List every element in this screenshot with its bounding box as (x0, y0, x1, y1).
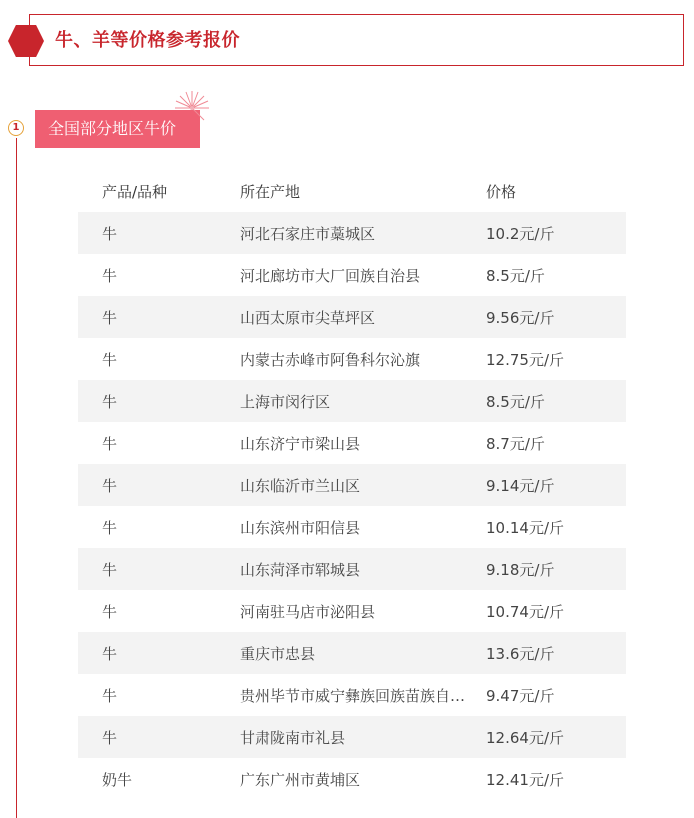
cell-location: 山西太原市尖草坪区 (240, 308, 376, 327)
cell-product: 牛 (102, 392, 118, 411)
cell-location: 山东济宁市梁山县 (240, 434, 361, 453)
table-row (78, 296, 626, 338)
cell-product: 牛 (102, 308, 118, 327)
cell-location: 上海市闵行区 (240, 392, 331, 411)
table-header (78, 170, 626, 212)
cell-product: 牛 (102, 602, 118, 621)
cell-product: 牛 (102, 266, 118, 285)
table-row (78, 422, 626, 464)
cell-price: 13.6元/斤 (486, 644, 555, 663)
cell-location: 贵州毕节市威宁彝族回族苗族自… (240, 686, 466, 705)
cell-price: 10.74元/斤 (486, 602, 564, 621)
table-row (78, 464, 626, 506)
cell-price: 10.2元/斤 (486, 224, 555, 243)
table-row (78, 716, 626, 758)
cell-location: 河南驻马店市泌阳县 (240, 602, 376, 621)
section-title: 全国部分地区牛价 (35, 110, 200, 148)
header-location: 所在产地 (240, 182, 301, 201)
table-row (78, 632, 626, 674)
cell-price: 10.14元/斤 (486, 518, 564, 537)
cell-price: 12.75元/斤 (486, 350, 564, 369)
cell-product: 牛 (102, 434, 118, 453)
cell-location: 重庆市忠县 (240, 644, 316, 663)
table-row (78, 758, 626, 800)
timeline-line (16, 138, 17, 818)
cell-location: 山东菏泽市郓城县 (240, 560, 361, 579)
page-title: 牛、羊等价格参考报价 (55, 30, 240, 51)
cell-price: 9.18元/斤 (486, 560, 555, 579)
cell-price: 12.64元/斤 (486, 728, 564, 747)
cell-price: 12.41元/斤 (486, 770, 564, 789)
table-row (78, 674, 626, 716)
header-price: 价格 (486, 182, 517, 201)
table-row (78, 548, 626, 590)
cell-price: 9.47元/斤 (486, 686, 555, 705)
cell-product: 牛 (102, 728, 118, 747)
table-row (78, 380, 626, 422)
cell-price: 8.7元/斤 (486, 434, 545, 453)
cell-product: 牛 (102, 560, 118, 579)
cell-location: 山东滨州市阳信县 (240, 518, 361, 537)
table-row (78, 212, 626, 254)
table-row (78, 506, 626, 548)
cell-location: 广东广州市黄埔区 (240, 770, 361, 789)
cell-location: 河北石家庄市藁城区 (240, 224, 376, 243)
cell-location: 甘肃陇南市礼县 (240, 728, 346, 747)
table-row (78, 338, 626, 380)
cell-product: 牛 (102, 518, 118, 537)
cell-location: 山东临沂市兰山区 (240, 476, 361, 495)
cell-product: 牛 (102, 686, 118, 705)
cell-location: 内蒙古赤峰市阿鲁科尔沁旗 (240, 350, 421, 369)
cell-product: 奶牛 (102, 770, 133, 789)
header-product: 产品/品种 (102, 182, 168, 201)
sparkle-icon (172, 88, 212, 128)
cell-product: 牛 (102, 476, 118, 495)
cell-price: 9.56元/斤 (486, 308, 555, 327)
cell-location: 河北廊坊市大厂回族自治县 (240, 266, 421, 285)
cell-product: 牛 (102, 644, 118, 663)
table-row (78, 590, 626, 632)
cell-price: 9.14元/斤 (486, 476, 555, 495)
step-number: 1 (8, 120, 24, 136)
cell-price: 8.5元/斤 (486, 392, 545, 411)
cell-price: 8.5元/斤 (486, 266, 545, 285)
cell-product: 牛 (102, 350, 118, 369)
cell-product: 牛 (102, 224, 118, 243)
price-table (78, 170, 626, 800)
table-row (78, 254, 626, 296)
